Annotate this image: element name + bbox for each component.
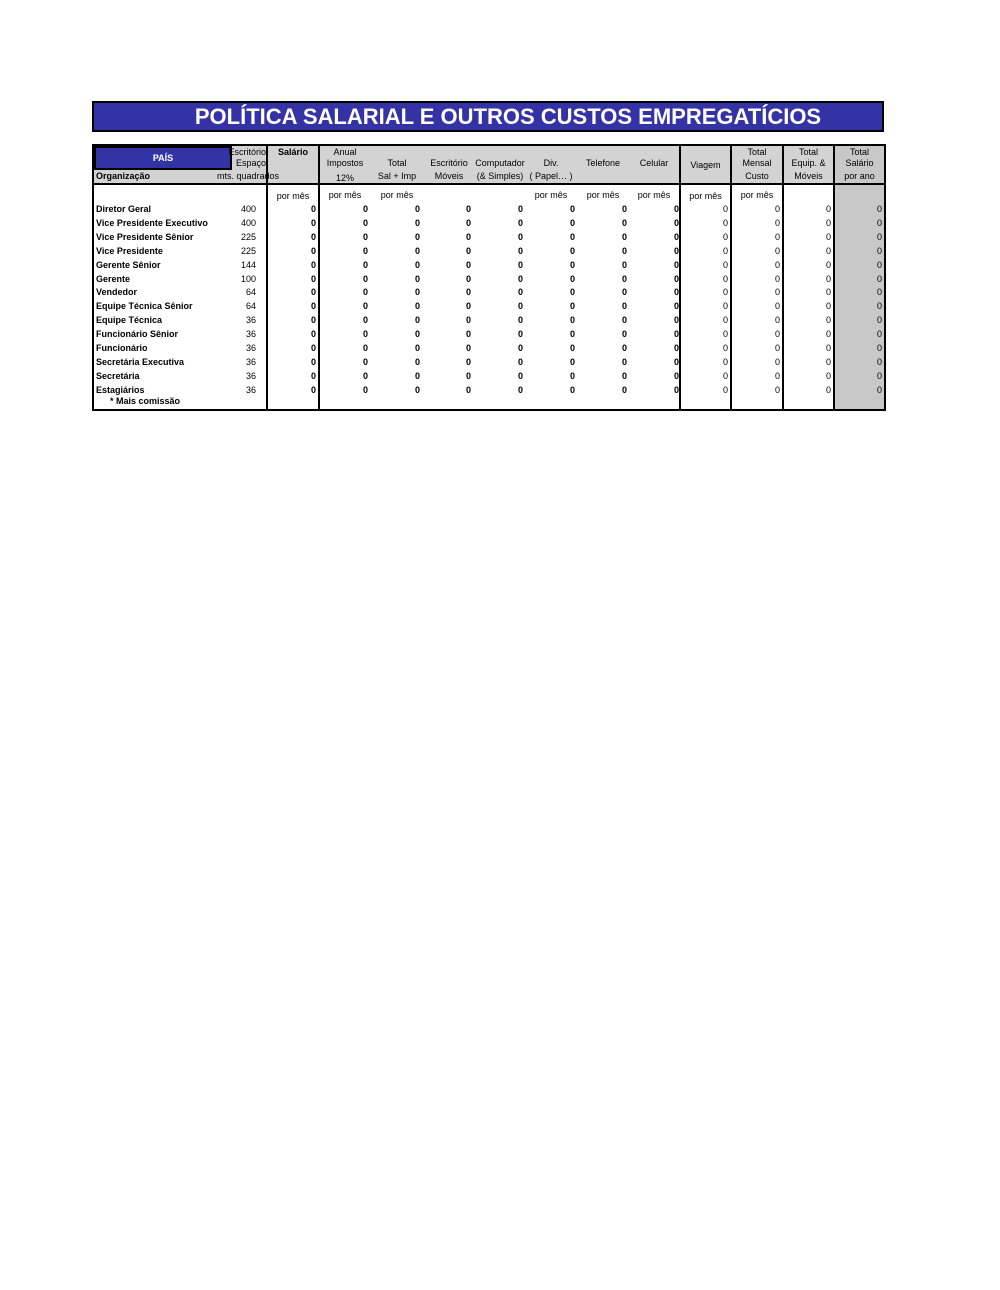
value-cell: 0: [465, 315, 471, 326]
value-cell: 0: [876, 356, 882, 367]
value-cell: 0: [414, 217, 420, 228]
value-cell: 0: [414, 259, 420, 270]
value-cell: 0: [621, 329, 627, 340]
value-cell: 0: [774, 287, 780, 298]
value-cell: 0: [825, 273, 831, 284]
table-row: [94, 385, 884, 399]
sheet-title-text: POLÍTICA SALARIAL E OUTROS CUSTOS EMPREGATÍCIOS: [194, 104, 822, 129]
phone-header: Telefone: [585, 158, 621, 168]
value-cell: 0: [673, 217, 679, 228]
value-cell: 0: [876, 315, 882, 326]
value-cell: 0: [569, 287, 575, 298]
value-cell: 0: [362, 259, 368, 270]
value-cell: 0: [825, 329, 831, 340]
value-cell: 0: [310, 329, 316, 340]
value-cell: 0: [621, 273, 627, 284]
value-cell: 0: [673, 301, 679, 312]
value-cell: 0: [517, 273, 523, 284]
value-cell: 0: [621, 301, 627, 312]
role-cell: Secretária: [96, 370, 140, 381]
travel-header: Viagem: [690, 160, 721, 170]
space-cell: 225: [240, 231, 256, 242]
value-cell: 0: [621, 343, 627, 353]
value-cell: 0: [310, 315, 316, 326]
value-cell: 0: [774, 259, 780, 270]
value-cell: 0: [517, 370, 523, 381]
value-cell: 0: [722, 231, 728, 242]
value-cell: 0: [673, 204, 679, 214]
value-cell: 0: [310, 204, 316, 214]
value-cell: 0: [621, 384, 627, 395]
value-cell: 0: [465, 329, 471, 340]
total-header: Sal + Imp: [377, 171, 417, 181]
mobile-header: Celular: [639, 158, 669, 168]
office-furniture-header: Móveis: [434, 171, 464, 181]
value-cell: 0: [876, 259, 882, 270]
table-row: [94, 329, 884, 343]
value-cell: 0: [517, 259, 523, 270]
space-cell: 36: [245, 315, 256, 326]
value-cell: 0: [465, 273, 471, 284]
space-cell: 400: [240, 204, 256, 214]
country-label[interactable]: PAÍS: [94, 146, 232, 170]
value-cell: 0: [722, 273, 728, 284]
total-monthly-header: Total: [747, 147, 767, 157]
value-cell: 0: [825, 343, 831, 353]
role-cell: Equipe Técnica: [96, 315, 163, 326]
value-cell: 0: [825, 370, 831, 381]
value-cell: 0: [569, 245, 575, 256]
value-cell: 0: [465, 370, 471, 381]
value-cell: 0: [876, 204, 882, 214]
role-cell: Funcionário: [96, 343, 148, 353]
value-cell: 0: [569, 231, 575, 242]
total-header: Total: [387, 158, 407, 168]
value-cell: 0: [774, 356, 780, 367]
value-cell: 0: [465, 204, 471, 214]
space-cell: 225: [240, 245, 256, 256]
value-cell: 0: [621, 370, 627, 381]
value-cell: 0: [362, 217, 368, 228]
value-cell: 0: [414, 204, 420, 214]
value-cell: 0: [414, 245, 420, 256]
value-cell: 0: [722, 301, 728, 312]
value-cell: 0: [362, 273, 368, 284]
value-cell: 0: [465, 356, 471, 367]
value-cell: 0: [621, 315, 627, 326]
value-cell: 0: [876, 301, 882, 312]
value-cell: 0: [569, 204, 575, 214]
office-space-header: Escritório: [228, 147, 266, 157]
value-cell: 0: [876, 329, 882, 340]
value-cell: 0: [722, 343, 728, 353]
role-cell: Funcionário Sênior: [96, 329, 179, 340]
role-cell: Vice Presidente Executivo: [96, 217, 208, 228]
table-row: [94, 357, 884, 371]
value-cell: 0: [722, 329, 728, 340]
total-equipment-header: Equip. &: [791, 158, 826, 168]
total-equipment-header: Total: [798, 147, 818, 157]
table-row: [94, 315, 884, 329]
header-divider: [94, 183, 884, 185]
value-cell: 0: [722, 204, 728, 214]
space-cell: 64: [245, 287, 256, 298]
value-cell: 0: [310, 231, 316, 242]
total-equipment-header: Móveis: [794, 171, 823, 181]
value-cell: 0: [722, 356, 728, 367]
value-cell: 0: [621, 217, 627, 228]
unit-label: por mês: [276, 191, 310, 201]
space-cell: 36: [245, 343, 256, 353]
value-cell: 0: [774, 315, 780, 326]
value-cell: 0: [621, 204, 627, 214]
value-cell: 0: [414, 329, 420, 340]
value-cell: 0: [517, 329, 523, 340]
value-cell: 0: [310, 273, 316, 284]
value-cell: 0: [673, 287, 679, 298]
total-salary-header: Salário: [845, 158, 874, 168]
value-cell: 0: [362, 301, 368, 312]
value-cell: 0: [414, 343, 420, 353]
value-cell: 0: [774, 384, 780, 395]
space-cell: 36: [245, 370, 256, 381]
space-cell: 36: [245, 356, 256, 367]
value-cell: 0: [722, 315, 728, 326]
area-unit-header: mts. quadrados: [217, 171, 280, 181]
value-cell: 0: [621, 245, 627, 256]
value-cell: 0: [673, 384, 679, 395]
space-cell: 100: [240, 273, 256, 284]
table-row: [94, 343, 884, 357]
office-space-header: Espaço: [235, 158, 266, 168]
office-furniture-header: Escritório: [430, 158, 468, 168]
taxes-rate: 12%: [335, 173, 354, 183]
value-cell: 0: [414, 370, 420, 381]
value-cell: 0: [722, 370, 728, 381]
value-cell: 0: [876, 343, 882, 353]
value-cell: 0: [517, 343, 523, 353]
value-cell: 0: [569, 217, 575, 228]
value-cell: 0: [362, 204, 368, 214]
value-cell: 0: [569, 301, 575, 312]
unit-label: por mês: [534, 190, 568, 200]
value-cell: 0: [722, 259, 728, 270]
value-cell: 0: [465, 245, 471, 256]
value-cell: 0: [722, 287, 728, 298]
taxes-header: Anual: [333, 147, 357, 157]
value-cell: 0: [465, 259, 471, 270]
value-cell: 0: [673, 231, 679, 242]
value-cell: 0: [825, 217, 831, 228]
value-cell: 0: [569, 343, 575, 353]
unit-label: por mês: [586, 190, 620, 200]
value-cell: 0: [825, 245, 831, 256]
table-row: [94, 204, 884, 218]
value-cell: 0: [362, 384, 368, 395]
value-cell: 0: [876, 384, 882, 395]
value-cell: 0: [621, 231, 627, 242]
value-cell: 0: [517, 204, 523, 214]
value-cell: 0: [673, 315, 679, 326]
value-cell: 0: [414, 315, 420, 326]
role-cell: Diretor Geral: [96, 204, 152, 214]
organization-label: Organização: [96, 171, 151, 181]
value-cell: 0: [673, 273, 679, 284]
value-cell: 0: [414, 356, 420, 367]
misc-header: ( Papel… ): [529, 171, 573, 181]
value-cell: 0: [673, 370, 679, 381]
value-cell: 0: [310, 301, 316, 312]
unit-label: por mês: [637, 190, 671, 200]
role-cell: Gerente Sênior: [96, 259, 161, 270]
role-cell: Vendedor: [96, 287, 138, 298]
value-cell: 0: [517, 231, 523, 242]
value-cell: 0: [465, 384, 471, 395]
value-cell: 0: [825, 356, 831, 367]
value-cell: 0: [825, 315, 831, 326]
value-cell: 0: [621, 259, 627, 270]
value-cell: 0: [673, 343, 679, 353]
value-cell: 0: [673, 259, 679, 270]
value-cell: 0: [362, 245, 368, 256]
value-cell: 0: [465, 231, 471, 242]
unit-label: por mês: [380, 190, 414, 200]
value-cell: 0: [362, 315, 368, 326]
value-cell: 0: [569, 329, 575, 340]
value-cell: 0: [722, 217, 728, 228]
computer-header: (& Simples): [476, 171, 524, 181]
value-cell: 0: [414, 287, 420, 298]
space-cell: 144: [240, 259, 256, 270]
value-cell: 0: [310, 370, 316, 381]
space-cell: 36: [245, 329, 256, 340]
value-cell: 0: [825, 384, 831, 395]
value-cell: 0: [774, 329, 780, 340]
value-cell: 0: [517, 384, 523, 395]
value-cell: 0: [774, 245, 780, 256]
value-cell: 0: [362, 329, 368, 340]
value-cell: 0: [673, 245, 679, 256]
value-cell: 0: [465, 287, 471, 298]
value-cell: 0: [414, 301, 420, 312]
value-cell: 0: [310, 259, 316, 270]
value-cell: 0: [825, 259, 831, 270]
value-cell: 0: [310, 384, 316, 395]
computer-header: Computador: [475, 158, 525, 168]
value-cell: 0: [517, 301, 523, 312]
value-cell: 0: [362, 287, 368, 298]
table-row: [94, 218, 884, 232]
value-cell: 0: [569, 370, 575, 381]
table-row: [94, 246, 884, 260]
role-cell: Gerente: [96, 273, 131, 284]
value-cell: 0: [876, 273, 882, 284]
value-cell: 0: [722, 384, 728, 395]
value-cell: 0: [362, 343, 368, 353]
taxes-header: Impostos: [326, 158, 364, 168]
value-cell: 0: [569, 356, 575, 367]
value-cell: 0: [825, 287, 831, 298]
value-cell: 0: [621, 287, 627, 298]
table-row: [94, 287, 884, 301]
role-cell: Vice Presidente: [96, 245, 163, 256]
misc-header: Div.: [543, 158, 559, 168]
value-cell: 0: [414, 384, 420, 395]
total-monthly-header: Mensal: [742, 158, 772, 168]
value-cell: 0: [774, 231, 780, 242]
value-cell: 0: [569, 384, 575, 395]
value-cell: 0: [517, 287, 523, 298]
table-row: [94, 371, 884, 385]
footnote: * Mais comissão: [110, 396, 181, 406]
total-monthly-header: Custo: [745, 171, 769, 181]
unit-label: por mês: [328, 190, 362, 200]
total-salary-header: Total: [849, 147, 869, 157]
value-cell: 0: [362, 231, 368, 242]
value-cell: 0: [362, 356, 368, 367]
value-cell: 0: [621, 356, 627, 367]
value-cell: 0: [774, 273, 780, 284]
value-cell: 0: [569, 273, 575, 284]
value-cell: 0: [774, 343, 780, 353]
value-cell: 0: [876, 231, 882, 242]
role-cell: Secretária Executiva: [96, 356, 185, 367]
value-cell: 0: [673, 329, 679, 340]
value-cell: 0: [774, 370, 780, 381]
value-cell: 0: [517, 217, 523, 228]
unit-label: por mês: [740, 190, 774, 200]
value-cell: 0: [310, 343, 316, 353]
space-cell: 64: [245, 301, 256, 312]
value-cell: 0: [876, 217, 882, 228]
value-cell: 0: [310, 245, 316, 256]
value-cell: 0: [517, 315, 523, 326]
space-cell: 36: [245, 384, 256, 395]
value-cell: 0: [825, 301, 831, 312]
sheet-title: [92, 101, 884, 132]
space-cell: 400: [240, 217, 256, 228]
value-cell: 0: [774, 217, 780, 228]
value-cell: 0: [569, 259, 575, 270]
value-cell: 0: [465, 301, 471, 312]
value-cell: 0: [414, 231, 420, 242]
value-cell: 0: [310, 356, 316, 367]
table-row: [94, 274, 884, 288]
value-cell: 0: [876, 287, 882, 298]
value-cell: 0: [310, 217, 316, 228]
value-cell: 0: [825, 204, 831, 214]
table-row: [94, 260, 884, 274]
value-cell: 0: [465, 217, 471, 228]
total-salary-header: por ano: [844, 171, 875, 181]
value-cell: 0: [517, 245, 523, 256]
value-cell: 0: [362, 370, 368, 381]
value-cell: 0: [673, 356, 679, 367]
value-cell: 0: [310, 287, 316, 298]
salary-table: [92, 144, 886, 411]
value-cell: 0: [414, 273, 420, 284]
salary-header: Salário: [277, 147, 308, 157]
value-cell: 0: [825, 231, 831, 242]
value-cell: 0: [774, 301, 780, 312]
value-cell: 0: [774, 204, 780, 214]
value-cell: 0: [517, 356, 523, 367]
role-cell: Estagiários: [96, 384, 145, 395]
role-cell: Equipe Técnica Sênior: [96, 301, 193, 312]
table-row: [94, 232, 884, 246]
unit-label: por mês: [689, 191, 722, 201]
table-row: [94, 301, 884, 315]
value-cell: 0: [876, 245, 882, 256]
role-cell: Vice Presidente Sênior: [96, 231, 194, 242]
value-cell: 0: [465, 343, 471, 353]
value-cell: 0: [876, 370, 882, 381]
value-cell: 0: [569, 315, 575, 326]
value-cell: 0: [722, 245, 728, 256]
